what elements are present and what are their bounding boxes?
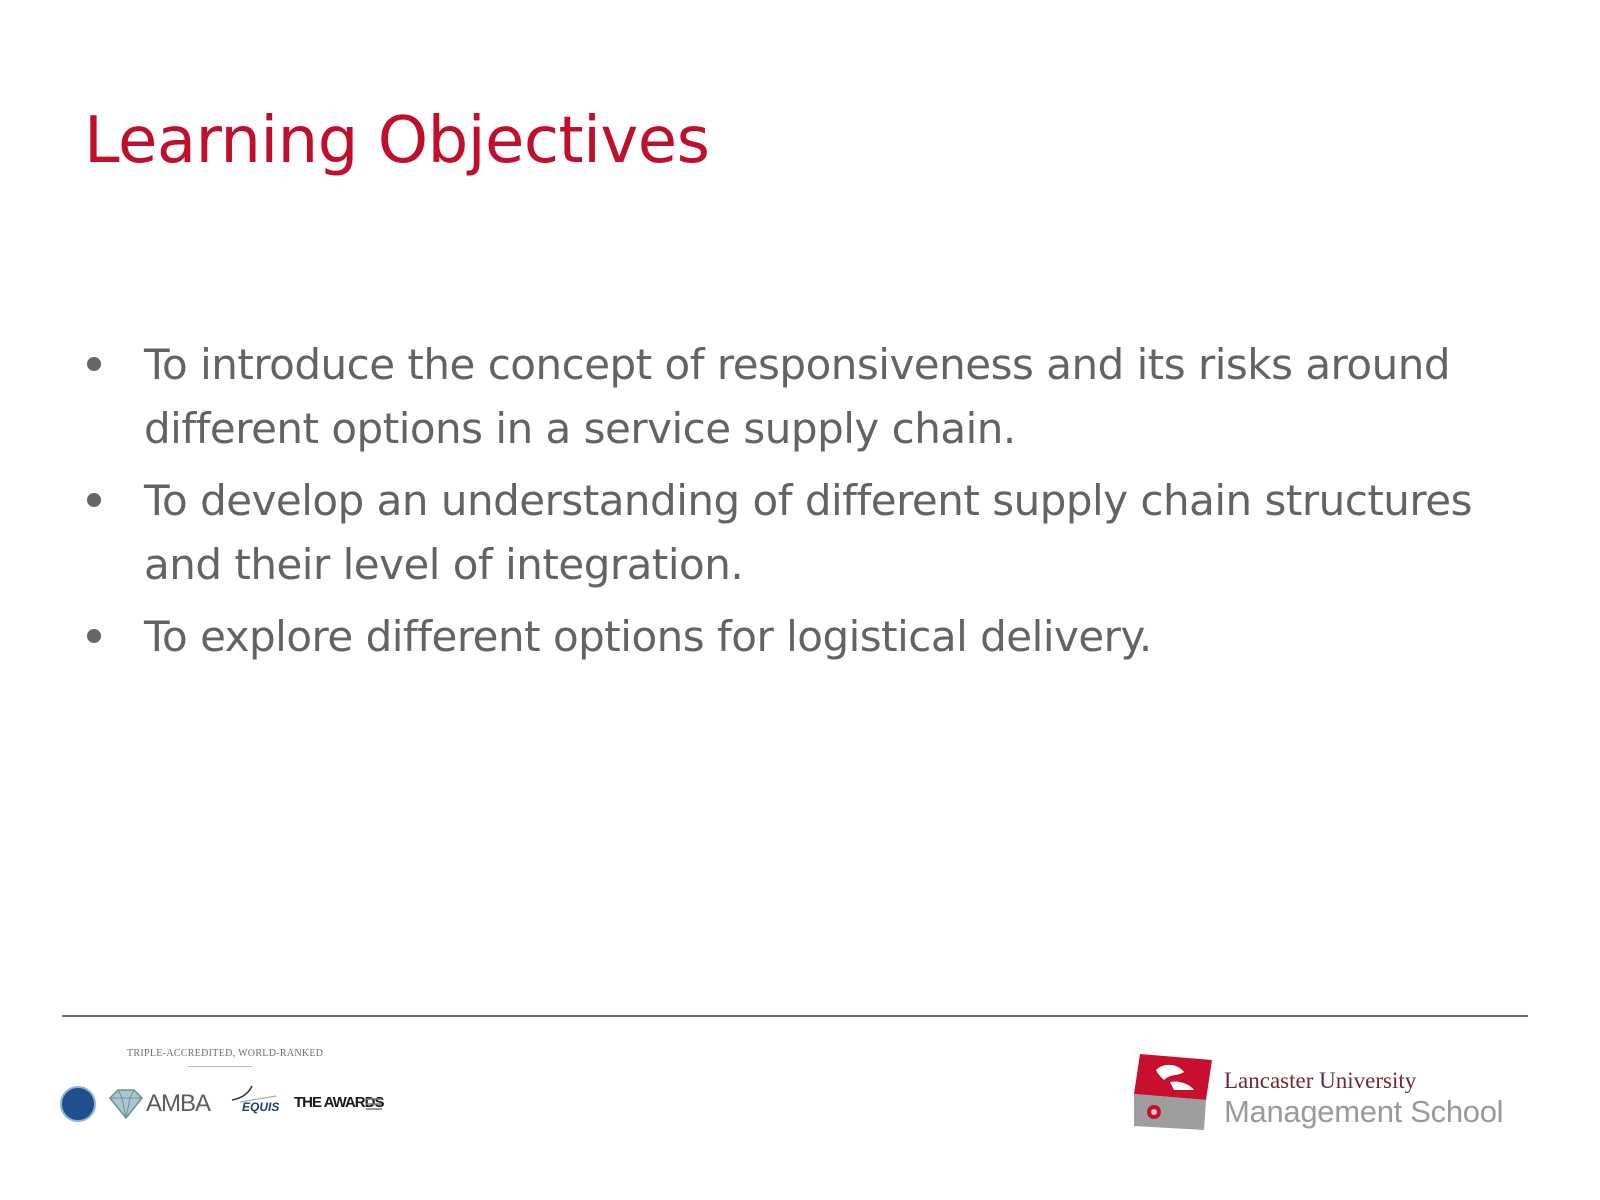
list-item [84,469,1524,597]
caption-underline [188,1066,252,1067]
list-item [84,605,1524,669]
footer-divider [62,1015,1528,1017]
bullet-dot [87,357,101,371]
the-awards-badge [294,1088,384,1120]
lines-icon [366,1096,384,1112]
accreditation-caption: TRIPLE-ACCREDITED, WORLD-RANKED [127,1048,324,1059]
school-logo [1134,1054,1534,1134]
the-awards-label: THE AWARDS [294,1094,384,1111]
equis-badge [230,1084,282,1124]
objective-text: To explore different options for logistical delivery. [144,612,1152,661]
aacsb-seal-icon [60,1086,96,1122]
list-item [84,333,1524,461]
equis-label: EQUIS [242,1100,280,1114]
objective-text: To develop an understanding of different supply chain structures and their level of integration. [144,476,1472,589]
lancaster-crest-icon [1134,1054,1212,1130]
objective-text: To introduce the concept of responsiveness and its risks around different options in a service supply chain. [144,340,1450,453]
amba-badge [106,1084,216,1124]
accreditation-logos [60,1048,400,1128]
bullet-dot [87,493,101,507]
school-name-line1: Lancaster University [1224,1068,1417,1093]
objectives-list [84,333,1524,677]
amba-diamond-icon [106,1084,146,1124]
bullet-dot [87,629,101,643]
amba-label: AMBA [146,1090,211,1117]
slide-title: Learning Objectives [84,104,710,178]
school-name-line2: Management School [1224,1094,1504,1129]
